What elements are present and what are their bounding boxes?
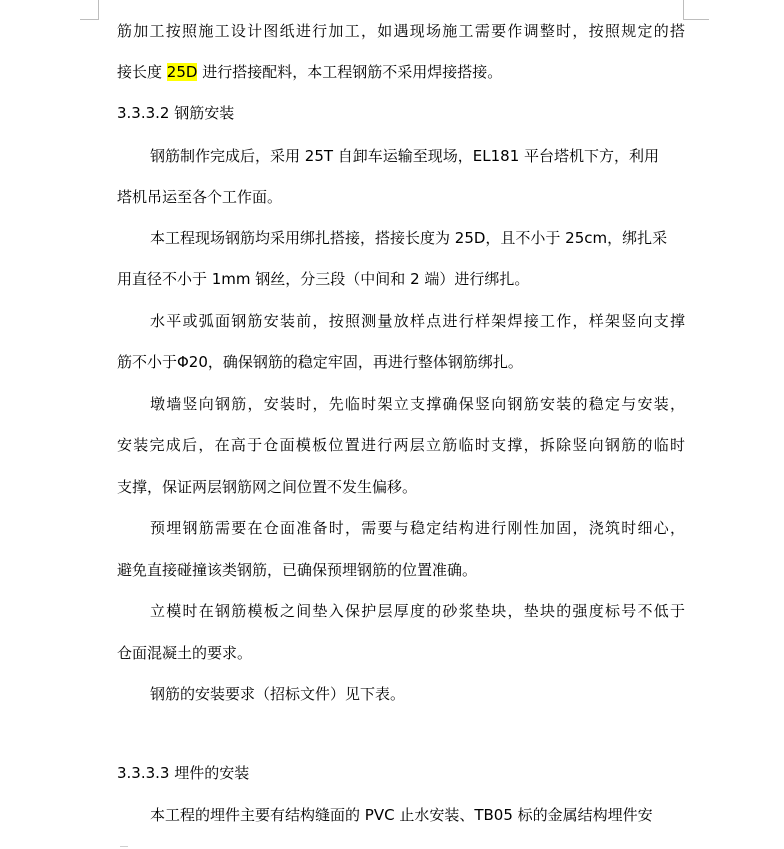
paragraph-7-line-2: 仓面混凝土的要求。 [117, 644, 253, 662]
paragraph-8-line-1: 钢筋的安装要求（招标文件）见下表。 [150, 685, 406, 703]
paragraph-4-line-1: 水平或弧面钢筋安装前，按照测量放样点进行样架焊接工作，样架竖向支撑 [150, 312, 685, 330]
paragraph-5-line-1: 墩墙竖向钢筋，安装时，先临时架立支撑确保竖向钢筋安装的稳定与安装， [150, 395, 685, 413]
margin-mark-top-left-vertical [98, 0, 99, 19]
paragraph-3-line-2: 用直径不小于 1mm 钢丝，分三段（中间和 2 端）进行绑扎。 [117, 270, 530, 288]
paragraph-5-line-3: 支撑，保证两层钢筋网之间位置不发生偏移。 [117, 478, 418, 496]
section-heading-3-3-3-3: 3.3.3.3 埋件的安装 [117, 764, 250, 782]
paragraph-4-line-2: 筋不小于Φ20，确保钢筋的稳定牢固，再进行整体钢筋绑扎。 [117, 353, 523, 371]
paragraph-1-line-2-after: 进行搭接配料，本工程钢筋不采用焊接搭接。 [197, 63, 503, 81]
paragraph-1-line-1: 筋加工按照施工设计图纸进行加工，如遇现场施工需要作调整时，按照规定的搭 [117, 22, 685, 40]
paragraph-5-line-2: 安装完成后，在高于仓面模板位置进行两层立筋临时支撑，拆除竖向钢筋的临时 [117, 436, 685, 454]
page-bottom-mark [120, 846, 128, 847]
paragraph-7-line-1: 立模时在钢筋模板之间垫入保护层厚度的砂浆垫块，垫块的强度标号不低于 [150, 602, 685, 620]
paragraph-9-line-1: 本工程的埋件主要有结构缝面的 PVC 止水安装、TB05 标的金属结构埋件安 [150, 806, 653, 824]
margin-mark-top-right-horizontal [683, 19, 709, 20]
margin-mark-top-right-vertical [683, 0, 684, 19]
paragraph-6-line-2: 避免直接碰撞该类钢筋，已确保预埋钢筋的位置准确。 [117, 561, 478, 579]
section-heading-3-3-3-2: 3.3.3.2 钢筋安装 [117, 104, 235, 122]
paragraph-1-line-2-before: 接长度 [117, 63, 167, 81]
paragraph-3-line-1: 本工程现场钢筋均采用绑扎搭接，搭接长度为 25D，且不小于 25cm，绑扎采 [150, 229, 668, 247]
highlighted-text-25d: 25D [166, 63, 198, 81]
margin-mark-top-left-horizontal [80, 19, 99, 20]
paragraph-2-line-2: 塔机吊运至各个工作面。 [117, 188, 283, 206]
paragraph-1-line-2 [117, 62, 685, 82]
paragraph-6-line-1: 预埋钢筋需要在仓面准备时，需要与稳定结构进行刚性加固，浇筑时细心， [150, 519, 685, 537]
paragraph-2-line-1: 钢筋制作完成后，采用 25T 自卸车运输至现场，EL181 平台塔机下方，利用 [150, 147, 660, 165]
